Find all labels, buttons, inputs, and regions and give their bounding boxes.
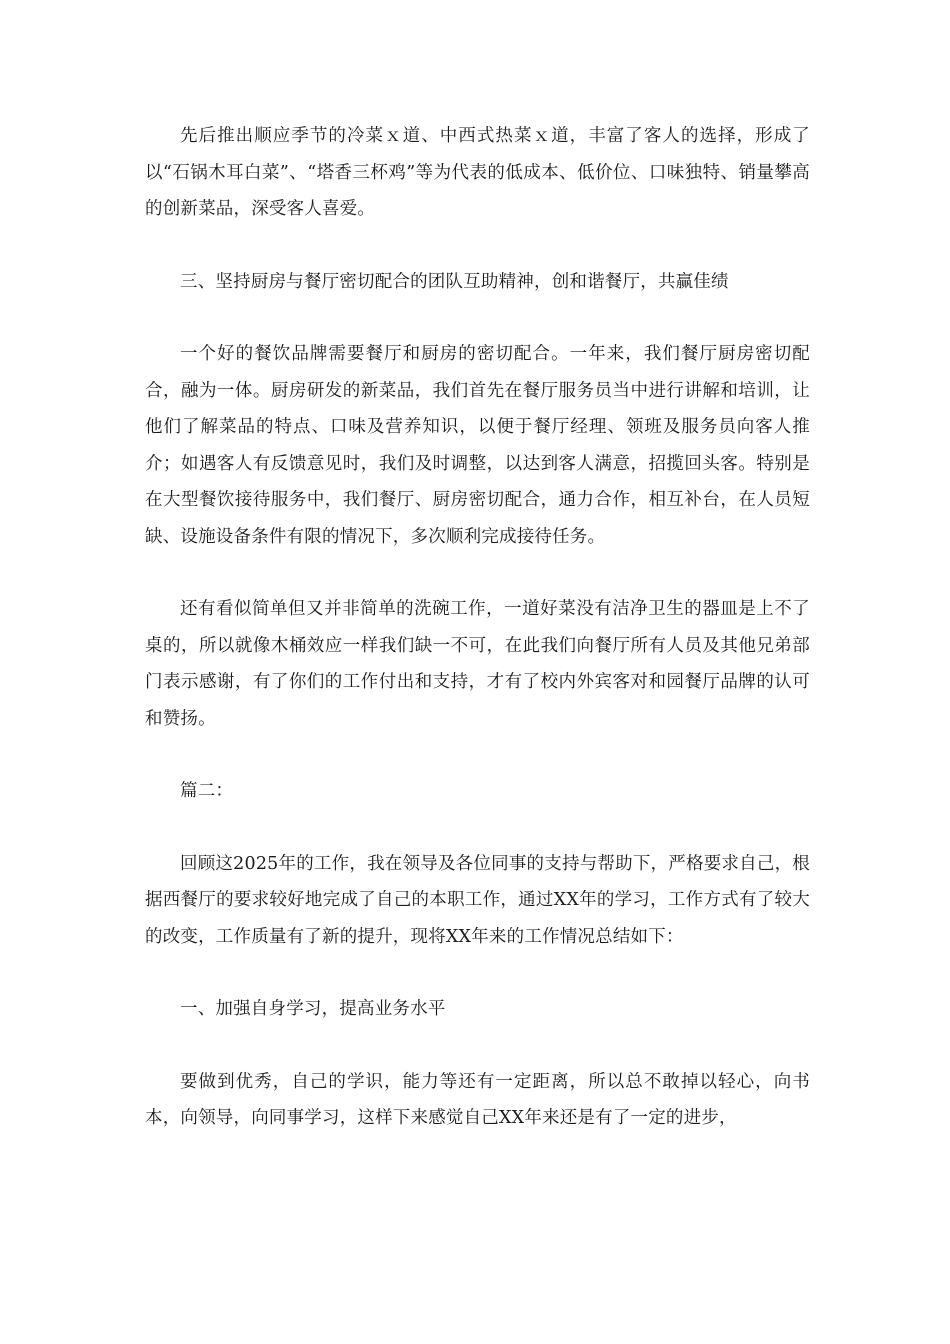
paragraph-dishwashing: 还有看似简单但又并非简单的洗碗工作，一道好菜没有洁净卫生的器皿是上不了桌的，所以就像木桶效应一样我们缺一不可，在此我们向餐厅所有人员及其他兄弟部门表示感谢，有了你们的工作付出和支持，才有了校内外宾客对和园餐厅品牌的认可和赞扬。 [145,599,810,729]
document-page [145,118,810,1137]
paragraph-kitchen-cooperation: 一个好的餐饮品牌需要餐厅和厨房的密切配合。一年来，我们餐厅厨房密切配合，融为一体。厨房研发的新菜品，我们首先在餐厅服务员当中进行讲解和培训，让他们了解菜品的特点、口味及营养知识，以便于餐厅经理、领班及服务员向客人推介；如遇客人有反馈意见时，我们及时调整，以达到客人满意，招揽回头客。特别是在大型餐饮接待服务中，我们餐厅、厨房密切配合，通力合作，相互补台，在人员短缺、设施设备条件有限的情况下，多次顺利完成接待任务。 [145,344,810,547]
heading-section-three: 三、坚持厨房与餐厅密切配合的团队互助精神，创和谐餐厅，共赢佳绩 [180,271,729,292]
paragraph-seasonal-dishes: 先后推出顺应季节的冷菜ｘ道、中西式热菜ｘ道，丰富了客人的选择，形成了以“石锅木耳白菜”、“塔香三杯鸡”等为代表的低成本、低价位、口味独特、销量攀高的创新菜品，深受客人喜爱。 [145,126,810,219]
paragraph-review: 回顾这2025年的工作，我在领导及各位同事的支持与帮助下，严格要求自己，根据西餐厅的要求较好地完成了自己的本职工作，通过XX年的学习，工作方式有了较大的改变，工作质量有了新的提升，现将XX年来的工作情况总结如下： [145,853,810,947]
heading-part-two: 篇二： [180,781,234,801]
paragraph-self-study: 要做到优秀，自己的学识，能力等还有一定距离，所以总不敢掉以轻心，向书本，向领导，向同事学习，这样下来感觉自己XX年来还是有了一定的进步， [145,1071,810,1128]
heading-section-one: 一、加强自身学习，提高业务水平 [180,999,446,1019]
